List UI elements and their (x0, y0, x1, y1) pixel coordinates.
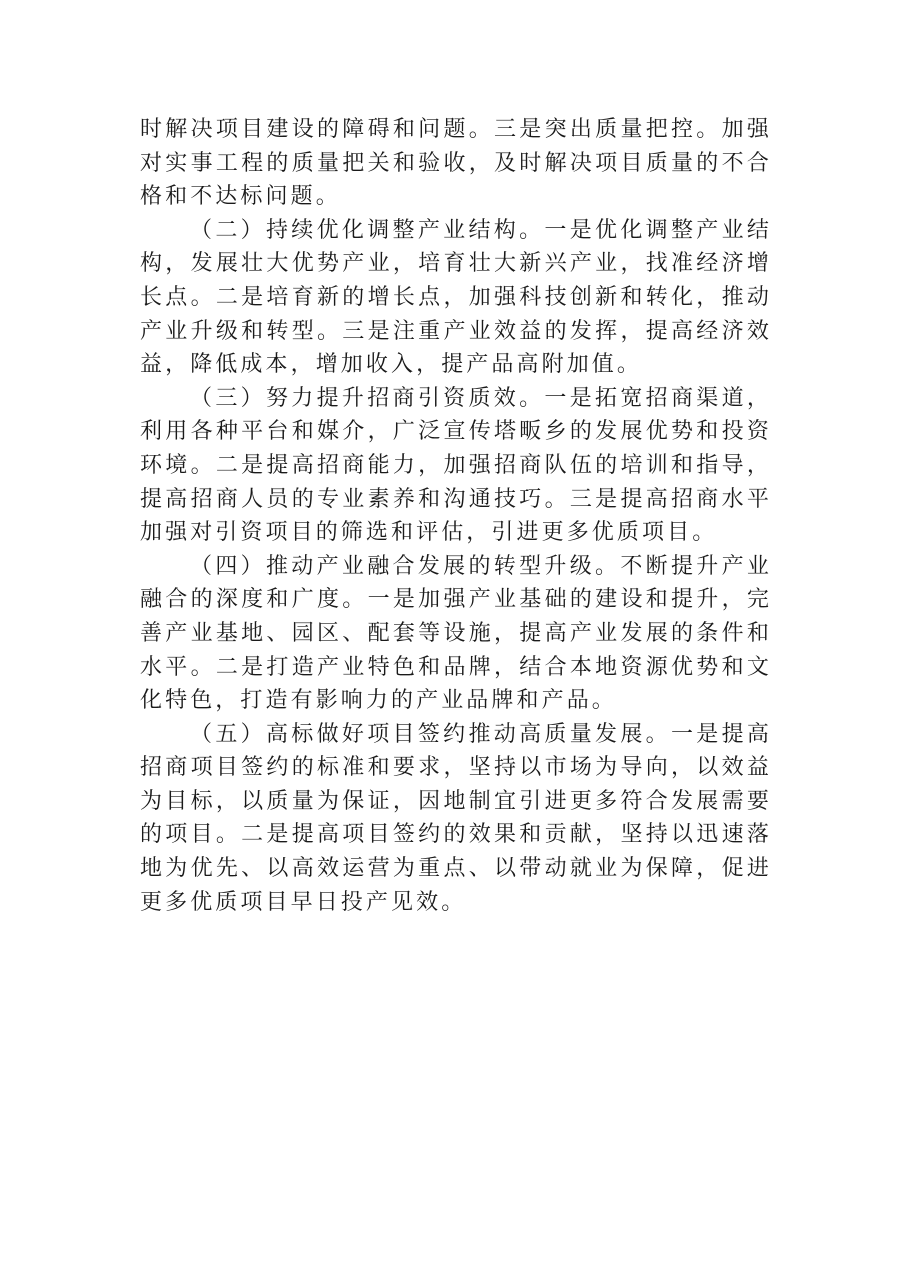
document-body (140, 113, 772, 919)
paragraph-section-4: （四）推动产业融合发展的转型升级。不断提升产业融合的深度和广度。一是加强产业基础的建设和提升，完善产业基地、园区、配套等设施，提高产业发展的条件和水平。二是打造产业特色和品牌，结合本地资源优势和文化特色，打造有影响力的产业品牌和产品。 (140, 553, 772, 714)
paragraph-section-3: （三）努力提升招商引资质效。一是拓宽招商渠道，利用各种平台和媒介，广泛宣传塔畈乡的发展优势和投资环境。二是提高招商能力，加强招商队伍的培训和指导，提高招商人员的专业素养和沟通技巧。三是提高招商水平加强对引资项目的筛选和评估，引进更多优质项目。 (140, 385, 772, 546)
paragraph-section-5: （五）高标做好项目签约推动高质量发展。一是提高招商项目签约的标准和要求，坚持以市场为导向，以效益为目标，以质量为保证，因地制宜引进更多符合发展需要的项目。二是提高项目签约的效果和贡献，坚持以迅速落地为优先、以高效运营为重点、以带动就业为保障，促进更多优质项目早日投产见效。 (140, 721, 772, 915)
paragraph-section-2: （二）持续优化调整产业结构。一是优化调整产业结构，发展壮大优势产业，培育壮大新兴产业，找准经济增长点。二是培育新的增长点，加强科技创新和转化，推动产业升级和转型。三是注重产业效益的发挥，提高经济效益，降低成本，增加收入，提产品高附加值。 (140, 217, 772, 378)
paragraph-continuation: 时解决项目建设的障碍和问题。三是突出质量把控。加强对实事工程的质量把关和验收，及时解决项目质量的不合格和不达标问题。 (140, 117, 772, 210)
